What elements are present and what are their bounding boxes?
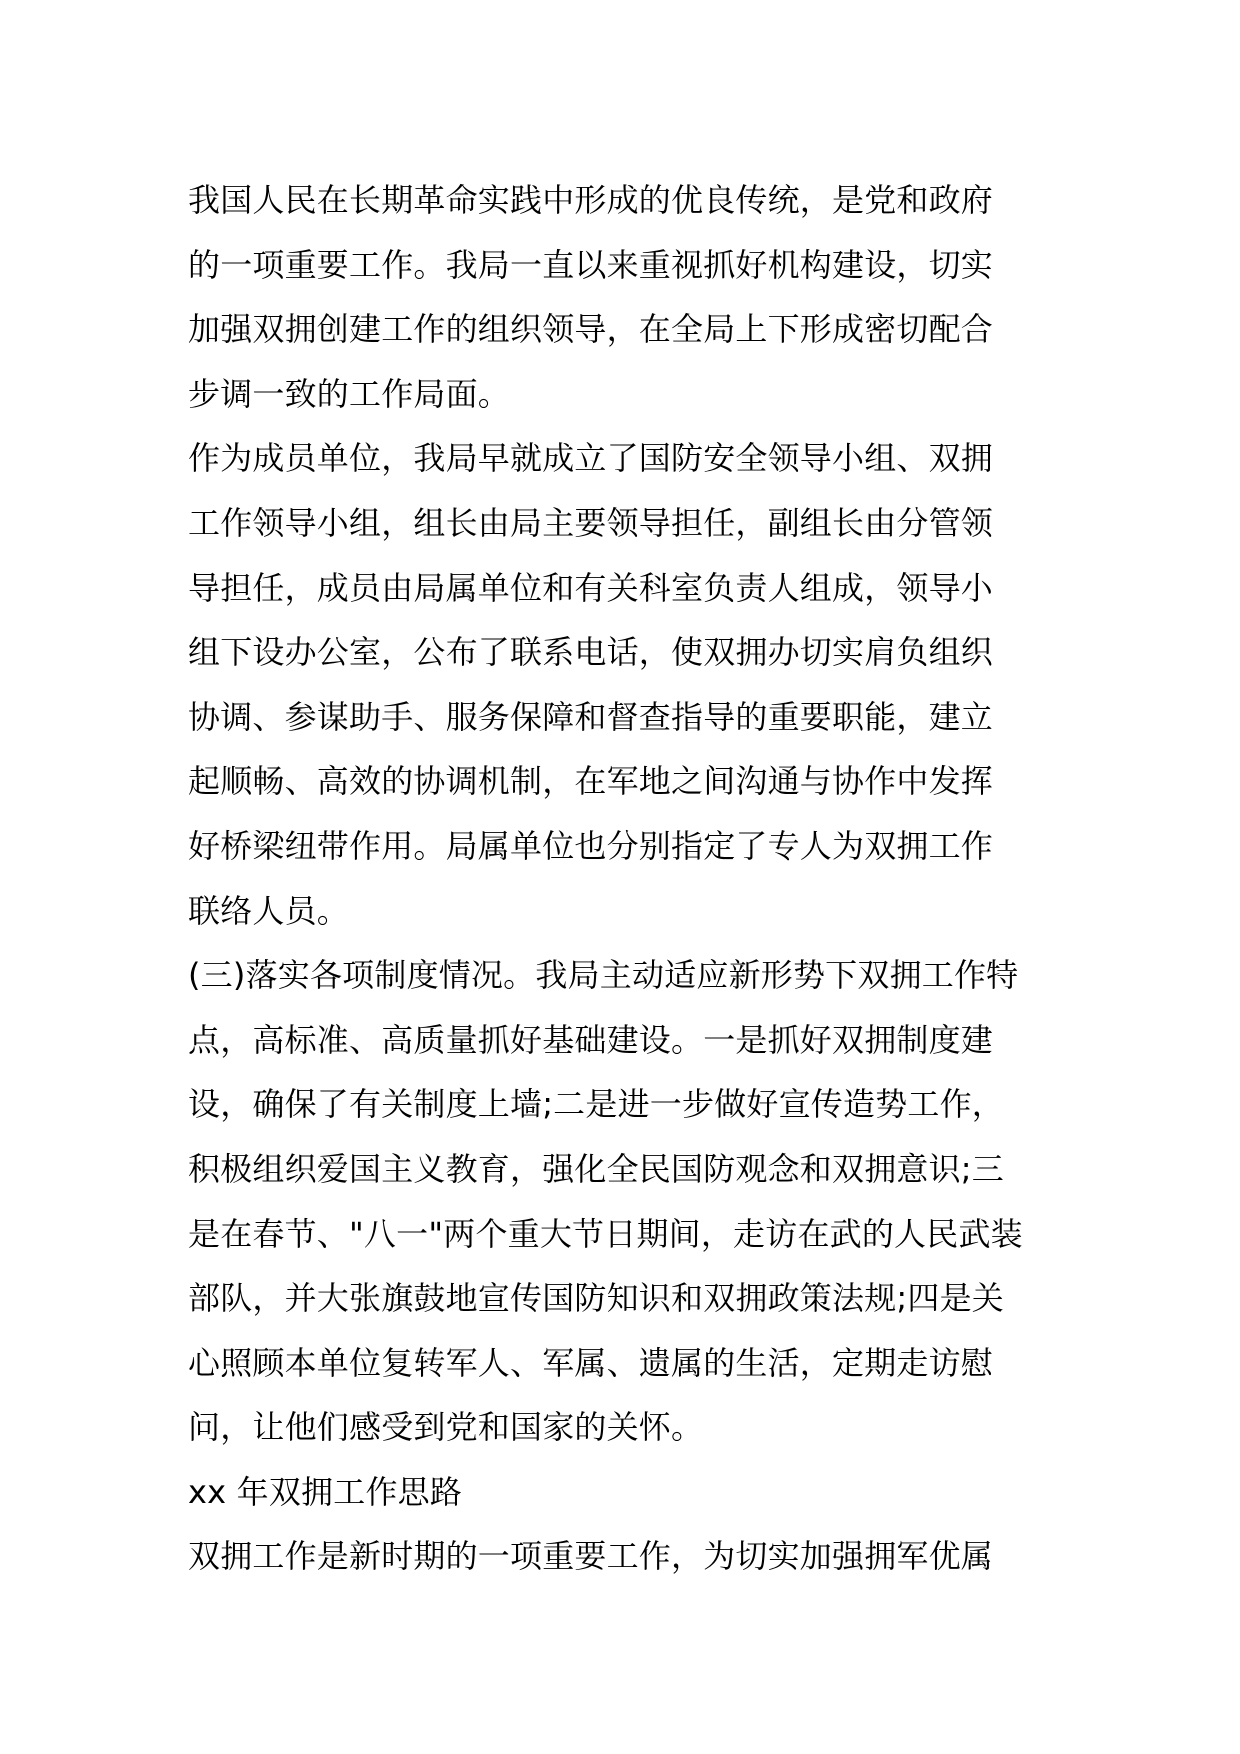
text-line: (三)落实各项制度情况。我局主动适应新形势下双拥工作特 — [188, 956, 1019, 995]
text-line: 联络人员。 — [188, 891, 350, 930]
text-line: 问，让他们感受到党和国家的关怀。 — [188, 1408, 704, 1447]
text-line: 的一项重要工作。我局一直以来重视抓好机构建设，切实 — [188, 245, 994, 284]
text-line: 起顺畅、高效的协调机制，在军地之间沟通与协作中发挥 — [188, 762, 994, 801]
text-line: 部队，并大张旗鼓地宣传国防知识和双拥政策法规;四是关 — [188, 1279, 1004, 1318]
text-line: 工作领导小组，组长由局主要领导担任，副组长由分管领 — [188, 503, 994, 542]
text-line: 导担任，成员由局属单位和有关科室负责人组成，领导小 — [188, 568, 994, 607]
text-line: 积极组织爱国主义教育，强化全民国防观念和双拥意识;三 — [188, 1149, 1004, 1188]
text-line: 好桥梁纽带作用。局属单位也分别指定了专人为双拥工作 — [188, 826, 994, 865]
text-line: 设，确保了有关制度上墙;二是进一步做好宣传造势工作， — [188, 1085, 1004, 1124]
text-line: 心照顾本单位复转军人、军属、遗属的生活，定期走访慰 — [188, 1343, 994, 1382]
section-heading: xx 年双拥工作思路 — [188, 1472, 463, 1511]
text-line: 我国人民在长期革命实践中形成的优良传统，是党和政府 — [188, 181, 994, 219]
document-body — [188, 168, 1068, 1589]
text-line: 点，高标准、高质量抓好基础建设。一是抓好双拥制度建 — [188, 1020, 994, 1059]
text-line: 组下设办公室，公布了联系电话，使双拥办切实肩负组织 — [188, 633, 994, 672]
text-line: 步调一致的工作局面。 — [188, 374, 511, 413]
text-line: 双拥工作是新时期的一项重要工作，为切实加强拥军优属 — [188, 1537, 994, 1576]
text-line: 加强双拥创建工作的组织领导，在全局上下形成密切配合 — [188, 310, 994, 349]
text-line: 是在春节、"八一"两个重大节日期间，走访在武的人民武装 — [188, 1214, 1023, 1253]
text-line: 作为成员单位，我局早就成立了国防安全领导小组、双拥 — [188, 439, 994, 478]
text-line: 协调、参谋助手、服务保障和督查指导的重要职能，建立 — [188, 697, 994, 736]
